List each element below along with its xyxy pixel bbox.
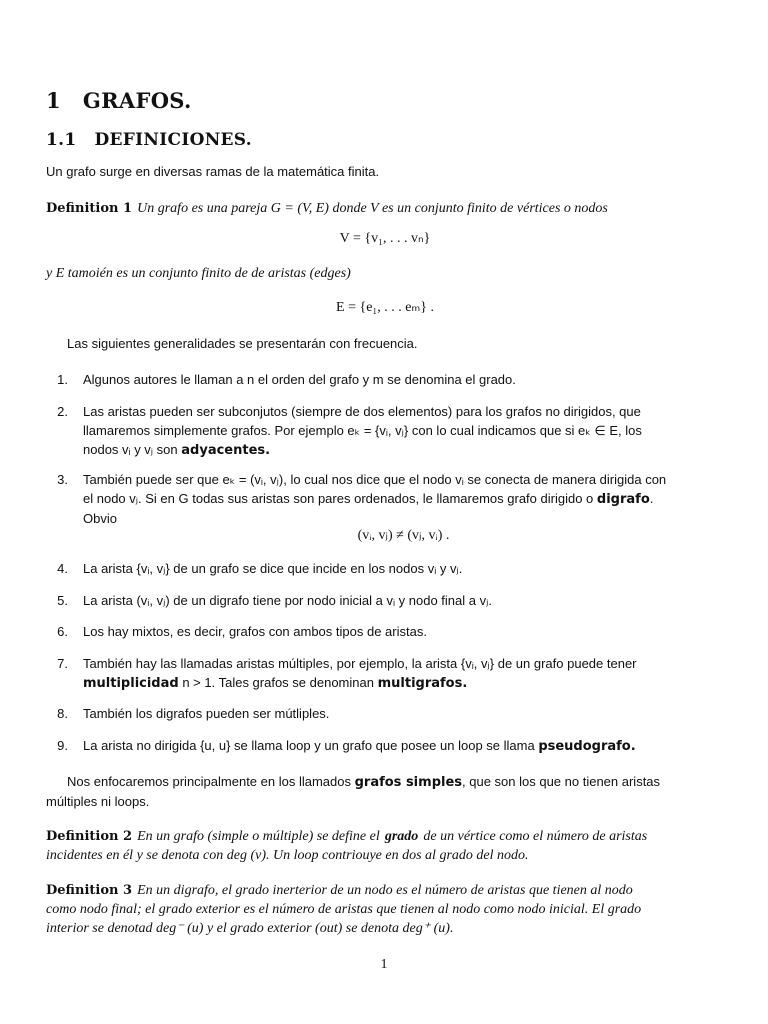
page-number: 1 (380, 957, 388, 972)
equation-e: E = {e₁, . . . eₘ} . (336, 300, 434, 315)
definition-text: Un grafo es una pareja G = (V, E) donde V es un conjunto finito de vértices o nodos (137, 201, 608, 216)
subsection-title: DEFINICIONES. (94, 130, 252, 150)
subsection-heading (46, 130, 252, 150)
equation-v: V = {v₁, . . . vₙ} (339, 231, 431, 246)
definition-3: Definition 3 En un digrafo, el grado inerterior de un nodo es el número de aristas que tienen al nodo como nodo final; el grado exterior es el número de aristas que tienen al nodo como nodo inicial. El grado interior se denotad deg⁻ (u) y el grado exterior (out) se denota deg⁺ (u). (46, 883, 642, 936)
section-number: 1 (46, 88, 61, 113)
definition-label: Definition 3 (46, 883, 133, 898)
section-title: GRAFOS. (82, 88, 192, 113)
definition-2: Definition 2 En un grafo (simple o múltiple) se define el grado de un vértice como el número de aristas incidentes en él y se denota con deg (v). Un loop contriouye en dos al grado del nodo. (46, 829, 648, 863)
intro-text: Un grafo surge en diversas ramas de la matemática finita. (46, 164, 380, 179)
generalities-text: Las siguientes generalidades se presentarán con frecuencia. (67, 336, 418, 351)
definition-label: Definition 2 (46, 829, 133, 844)
section-heading (46, 88, 192, 113)
focus-paragraph: Nos enfocaremos principalmente en los llamados grafos simples, que son los que no tienen aristas múltiples ni loops. (46, 774, 661, 809)
definition-1 (46, 197, 724, 218)
subsection-number: 1.1 (46, 130, 77, 150)
equation-ordered-pairs: (vᵢ, vⱼ) ≠ (vⱼ, vᵢ) . (357, 528, 450, 543)
definition-label: Definition 1 (46, 201, 133, 216)
definition-1-continued: y E tamoién es un conjunto finito de de aristas (edges) (46, 266, 351, 281)
